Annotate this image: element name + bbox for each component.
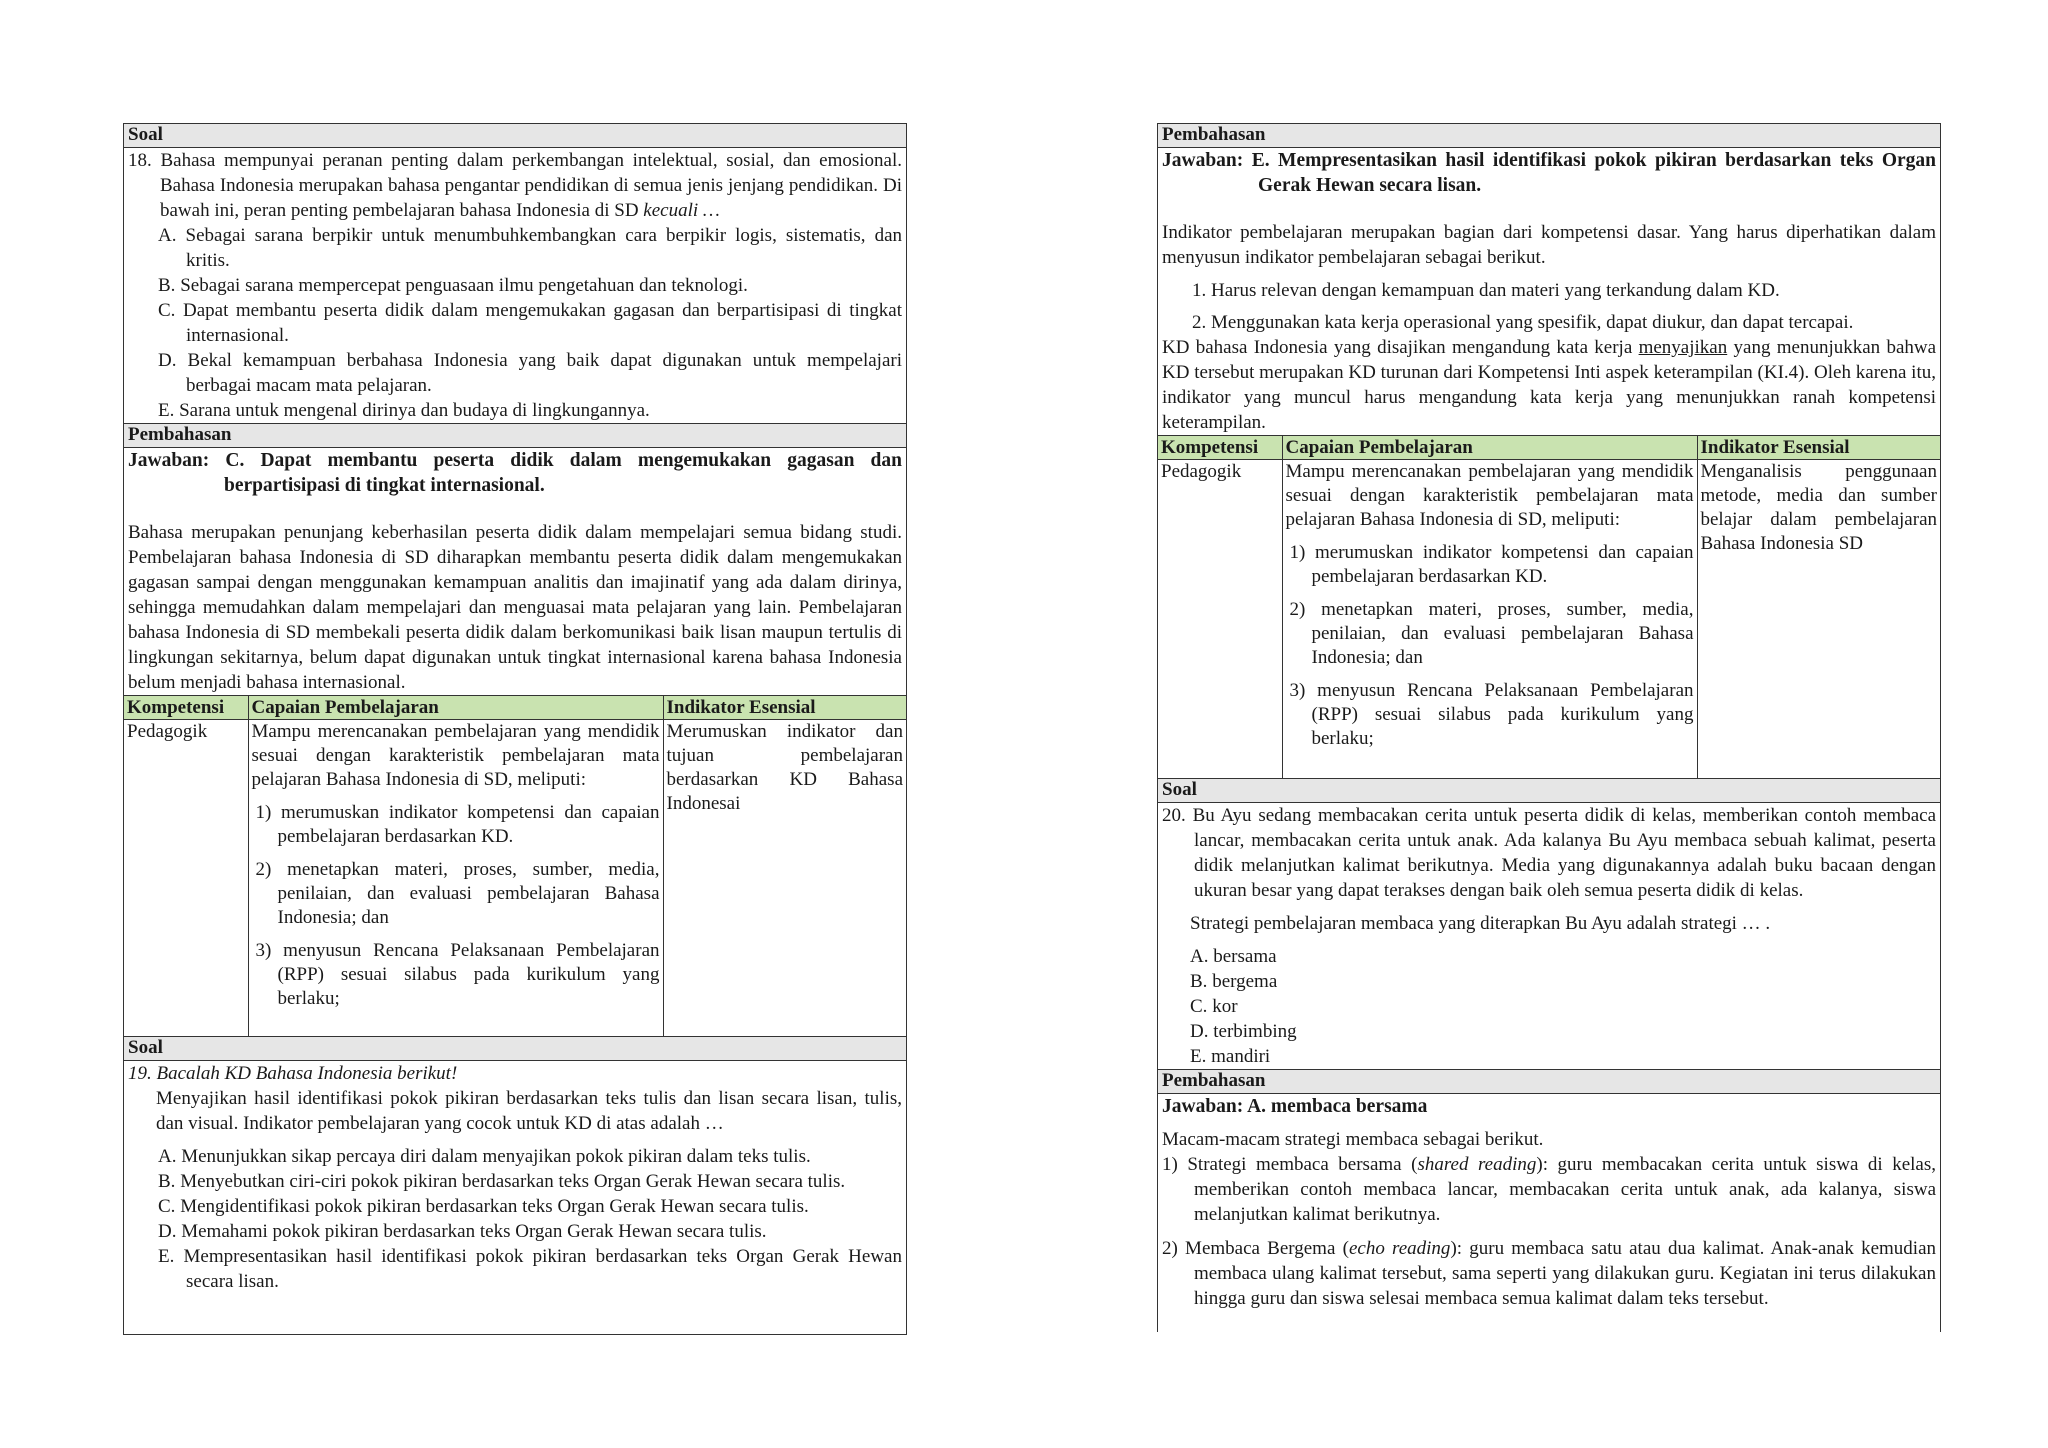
answer-19: Jawaban: E. Mempresentasikan hasil identifikasi pokok pikiran berdasarkan teks Organ Gerak Hewan secara lisan. [1162, 150, 1936, 196]
capaian-item: 1) merumuskan indikator kompetensi dan capaian pembelajaran berdasarkan KD. [1289, 542, 1694, 587]
criteria-item: 1. Harus relevan dengan kemampuan dan materi yang terkandung dalam KD. [1192, 280, 1780, 301]
question-18-options [124, 223, 906, 423]
soal-header: Soal [124, 1036, 906, 1061]
left-page [123, 123, 907, 1335]
col-indikator: Indikator Esensial [663, 696, 906, 720]
explanation-20-intro: Macam-macam strategi membaca sebagai berikut. [1162, 1128, 1544, 1150]
capaian-item: 3) menyusun Rencana Pelaksanaan Pembelajaran (RPP) sesuai silabus pada kurikulum yang berlaku; [255, 940, 660, 1009]
option-b: B. Menyebutkan ciri-ciri pokok pikiran berdasarkan teks Organ Gerak Hewan secara tulis. [158, 1170, 846, 1192]
capaian-item: 2) menetapkan materi, proses, sumber, media, penilaian, dan evaluasi pembelajaran Bahasa Indonesia; dan [1289, 599, 1694, 668]
option-e: E. Mempresentasikan hasil identifikasi pokok pikiran berdasarkan teks Organ Gerak Hewan secara lisan. [158, 1245, 902, 1292]
capaian-item: 2) menetapkan materi, proses, sumber, media, penilaian, dan evaluasi pembelajaran Bahasa Indonesia; dan [255, 859, 660, 928]
explanation-18: Bahasa merupakan penunjang keberhasilan peserta didik dalam mempelajari semua bidang studi. Pembelajaran bahasa Indonesia di SD diharapkan membantu peserta didik dalam mengemukakan gagasan sampai dengan menggunakan kemampuan analitis dan imajinatif yang ada dalam dirinya, sehingga memudahkan dalam mempelajari dan menguasai mata pelajaran yang lain. Pembelajaran bahasa Indonesia di SD membekali peserta didik dalam berkomunikasi baik lisan maupun tertulis di lingkungan sekitarnya, belum dapat digunakan untuk tingkat internasional karena bahasa Indonesia belum menjadi bahasa internasional. [128, 522, 902, 693]
option-c: C. kor [1190, 995, 1238, 1017]
col-kompetensi: Kompetensi [1158, 436, 1282, 460]
capaian-intro: Mampu merencanakan pembelajaran yang mendidik sesuai dengan karakteristik pembelajaran mata pelajaran Bahasa Indonesia di SD, meliputi: [251, 721, 660, 790]
soal-header: Soal [1158, 778, 1940, 803]
option-a: A. Sebagai sarana berpikir untuk menumbuhkembangkan cara berpikir logis, sistematis, dan kritis. [158, 225, 902, 271]
option-e: E. Sarana untuk mengenal dirinya dan budaya di lingkungannya. [158, 400, 650, 421]
question-19-options [124, 1144, 906, 1294]
explanation-19: KD bahasa Indonesia yang disajikan mengandung kata kerja menyajikan yang menunjukkan bahwa KD tersebut merupakan KD turunan dari Kompetensi Inti aspek keterampilan (KI.4). Oleh karena itu, indikator yang muncul harus mengandung kata kerja yang menunjukkan ranah kompetensi keterampilan. [1162, 337, 1937, 433]
cell-capaian [1282, 460, 1697, 778]
capaian-item: 3) menyusun Rencana Pelaksanaan Pembelajaran (RPP) sesuai silabus pada kurikulum yang berlaku; [1289, 680, 1694, 749]
cell-kompetensi: Pedagogik [124, 720, 248, 1036]
option-a: A. bersama [1190, 945, 1277, 967]
cell-kompetensi: Pedagogik [1158, 460, 1282, 778]
option-c: C. Dapat membantu peserta didik dalam mengemukakan gagasan dan berpartisipasi di tingkat internasional. [158, 300, 903, 346]
col-indikator: Indikator Esensial [1697, 436, 1940, 460]
col-kompetensi: Kompetensi [124, 696, 248, 720]
question-20-options [1158, 944, 1940, 1069]
col-capaian: Capaian Pembelajaran [1282, 436, 1697, 460]
capaian-intro: Mampu merencanakan pembelajaran yang mendidik sesuai dengan karakteristik pembelajaran mata pelajaran Bahasa Indonesia di SD, meliputi: [1285, 461, 1694, 530]
option-b: B. bergema [1190, 970, 1278, 992]
right-page [1157, 123, 1941, 1332]
question-19-stem: Menyajikan hasil identifikasi pokok pikiran berdasarkan teks tulis dan lisan secara lisan, tulis, dan visual. Indikator pembelajaran yang cocok untuk KD di atas adalah … [156, 1087, 902, 1134]
competency-table-18 [124, 695, 906, 1036]
option-d: D. Memahami pokok pikiran berdasarkan teks Organ Gerak Hewan secara tulis. [158, 1220, 767, 1242]
cell-capaian [248, 720, 663, 1036]
strategy-item: 2) Membaca Bergema (echo reading): guru membaca satu atau dua kalimat. Anak-anak kemudian membaca ulang kalimat tersebut, sama seperti yang dilakukan guru. Kegiatan ini terus dilakukan hingga guru dan siswa selesai membaca semua kalimat dalam teks tersebut. [1162, 1237, 1936, 1309]
cell-indikator: Menganalisis penggunaan metode, media dan sumber belajar dalam pembelajaran Bahasa Indonesia SD [1697, 460, 1940, 778]
pembahasan-header: Pembahasan [1158, 1069, 1940, 1094]
capaian-item: 1) merumuskan indikator kompetensi dan capaian pembelajaran berdasarkan KD. [255, 802, 660, 847]
question-20-prompt: Strategi pembelajaran membaca yang diterapkan Bu Ayu adalah strategi … . [1190, 912, 1771, 934]
question-18-stem: 18. Bahasa mempunyai peranan penting dalam perkembangan intelektual, sosial, dan emosional. Bahasa Indonesia merupakan bahasa pengantar pendidikan di semua jenis jenjang pendidikan. Di bawah ini, peran penting pembelajaran bahasa Indonesia di SD kecuali … [128, 150, 903, 221]
option-a: A. Menunjukkan sikap percaya diri dalam menyajikan pokok pikiran dalam teks tulis. [158, 1145, 811, 1167]
option-d: D. Bekal kemampuan berbahasa Indonesia yang baik dapat digunakan untuk mempelajari berbagai macam mata pelajaran. [158, 350, 903, 396]
criteria-item: 2. Menggunakan kata kerja operasional yang spesifik, dapat diukur, dan dapat tercapai. [1192, 312, 1854, 333]
pembahasan-header: Pembahasan [124, 423, 906, 448]
option-c: C. Mengidentifikasi pokok pikiran berdasarkan teks Organ Gerak Hewan secara tulis. [158, 1195, 809, 1217]
question-20-stem: 20. Bu Ayu sedang membacakan cerita untuk peserta didik di kelas, memberikan contoh membaca lancar, membacakan cerita untuk anak. Ada kalanya Bu Ayu membaca sebuah kalimat, peserta didik melanjutkan kalimat berikutnya. Media yang digunakannya adalah buku bacaan dengan ukuran besar yang dapat terakses dengan baik oleh semua peserta didik di kelas. [1162, 804, 1937, 901]
col-capaian: Capaian Pembelajaran [248, 696, 663, 720]
competency-table-19 [1158, 435, 1940, 778]
cell-indikator: Merumuskan indikator dan tujuan pembelajaran berdasarkan KD Bahasa Indonesai [663, 720, 906, 1036]
option-e: E. mandiri [1190, 1045, 1271, 1067]
pembahasan-header: Pembahasan [1158, 123, 1940, 148]
option-d: D. terbimbing [1190, 1020, 1297, 1042]
explanation-19-intro: Indikator pembelajaran merupakan bagian dari kompetensi dasar. Yang harus diperhatikan dalam menyusun indikator pembelajaran sebagai berikut. [1162, 222, 1936, 268]
answer-18: Jawaban: C. Dapat membantu peserta didik dalam mengemukakan gagasan dan berpartisipasi di tingkat internasional. [128, 450, 902, 496]
strategy-item: 1) Strategi membaca bersama (shared reading): guru membacakan cerita untuk siswa di kelas, memberikan contoh membaca lancar, membacakan cerita untuk anak, ada kalanya, siswa melanjutkan kalimat berikutnya. [1162, 1153, 1936, 1225]
question-19-title: 19. Bacalah KD Bahasa Indonesia berikut! [128, 1062, 458, 1084]
option-b: B. Sebagai sarana mempercepat penguasaan ilmu pengetahuan dan teknologi. [158, 275, 748, 296]
answer-20: Jawaban: A. membaca bersama [1162, 1095, 1428, 1117]
soal-header: Soal [124, 123, 906, 148]
